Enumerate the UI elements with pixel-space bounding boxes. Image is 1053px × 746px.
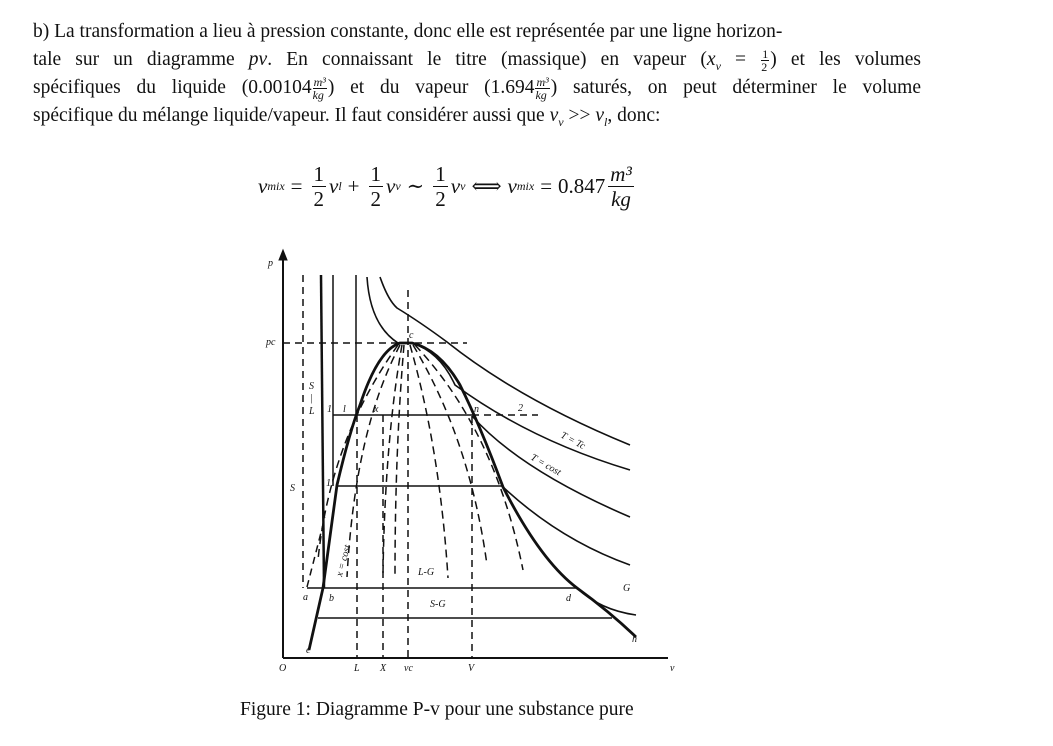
label-l: l (343, 404, 346, 415)
math-sub: v (460, 178, 466, 193)
paragraph-line-1: b) La transformation a lieu à pression constante, donc elle est représentée par une ligne horizon- (33, 21, 783, 42)
math-op: = (290, 173, 303, 198)
label-c: c (409, 330, 414, 341)
label-1: 1 (327, 404, 332, 415)
label-n: n (474, 404, 479, 415)
math: v (549, 105, 559, 126)
text: ) saturés, on peut déterminer le volume (550, 77, 922, 98)
label-s-l: | (310, 393, 313, 404)
text: . En connaissant le titre (massique) en vapeur ( (267, 49, 707, 70)
label-V: V (468, 663, 475, 674)
math: v (386, 173, 396, 198)
den: kg (312, 88, 324, 103)
label-L: L (354, 663, 360, 674)
math: v (450, 173, 461, 198)
num: 1 (313, 161, 324, 186)
den: 2 (313, 186, 324, 211)
text: , donc: (607, 105, 661, 126)
label-t-cost: T = cost (528, 452, 563, 479)
num: m³ (536, 75, 549, 90)
math: v (329, 173, 339, 198)
math-sub: v (395, 178, 401, 193)
math-op: ∼ (406, 173, 425, 198)
label-e: e (306, 645, 311, 656)
math-sub: v (715, 58, 721, 73)
math: v (258, 173, 268, 198)
label-l-g: L-G (418, 567, 435, 578)
math-sub: l (603, 114, 608, 129)
den: 2 (435, 186, 446, 211)
num: m³ (313, 75, 326, 90)
text: ) et du vapeur (1.694 (327, 77, 535, 98)
math-op: ⟺ (471, 173, 502, 198)
num: 1 (370, 161, 382, 186)
label-pc: pc (266, 337, 276, 348)
math-sub: l (338, 178, 342, 193)
solid-liquid-boundary (321, 275, 324, 588)
label-1-prime: 1' (326, 478, 334, 489)
num: m³ (610, 161, 632, 186)
text: spécifique du mélange liquide/vapeur. Il faut considérer aussi que (33, 105, 550, 126)
label-s: S (290, 483, 295, 494)
label-t-tc: T = Tc (558, 429, 587, 452)
math: v (507, 173, 517, 198)
math-sub: mix (516, 178, 535, 193)
label-x-cost: x = cost (334, 543, 354, 578)
label-d: d (566, 593, 571, 604)
math: x (706, 49, 716, 70)
den: kg (611, 186, 631, 211)
math-op: + (347, 173, 360, 198)
label-s-g: S-G (430, 599, 446, 610)
label-s-l: S (309, 381, 314, 392)
text: ) et les volumes (770, 49, 921, 70)
math-op: >> (563, 105, 596, 126)
den: kg (535, 88, 547, 103)
diagram-labels (265, 258, 675, 674)
label-x: x (374, 404, 379, 415)
num: 1 (435, 161, 446, 186)
den: 2 (370, 186, 382, 211)
math-pv: pv (248, 49, 268, 70)
label-a: a (303, 592, 308, 603)
label-vc: vc (404, 663, 413, 674)
label-s-l: L (309, 406, 315, 417)
label-2: 2 (518, 403, 523, 414)
p-axis-arrow-icon (279, 250, 287, 260)
label-X: X (380, 663, 387, 674)
figure-caption: Figure 1: Diagramme P-v pour une substance pure (240, 699, 634, 720)
label-h: h (632, 634, 637, 645)
math-op: = (540, 173, 553, 198)
math-sub: mix (267, 178, 285, 193)
label-g: G (623, 583, 631, 594)
den: 2 (761, 60, 768, 75)
label-p: p (268, 258, 273, 269)
label-o: O (279, 663, 287, 674)
num: 1 (762, 47, 769, 62)
math-value: 0.847 (558, 173, 606, 198)
text: tale sur un diagramme (33, 49, 249, 70)
label-v: v (670, 663, 675, 674)
text: spécifiques du liquide (0.00104 (33, 77, 312, 98)
math: v (595, 105, 604, 126)
math-eq: = (720, 49, 761, 70)
label-b: b (329, 593, 334, 604)
math-sub: v (558, 114, 564, 129)
